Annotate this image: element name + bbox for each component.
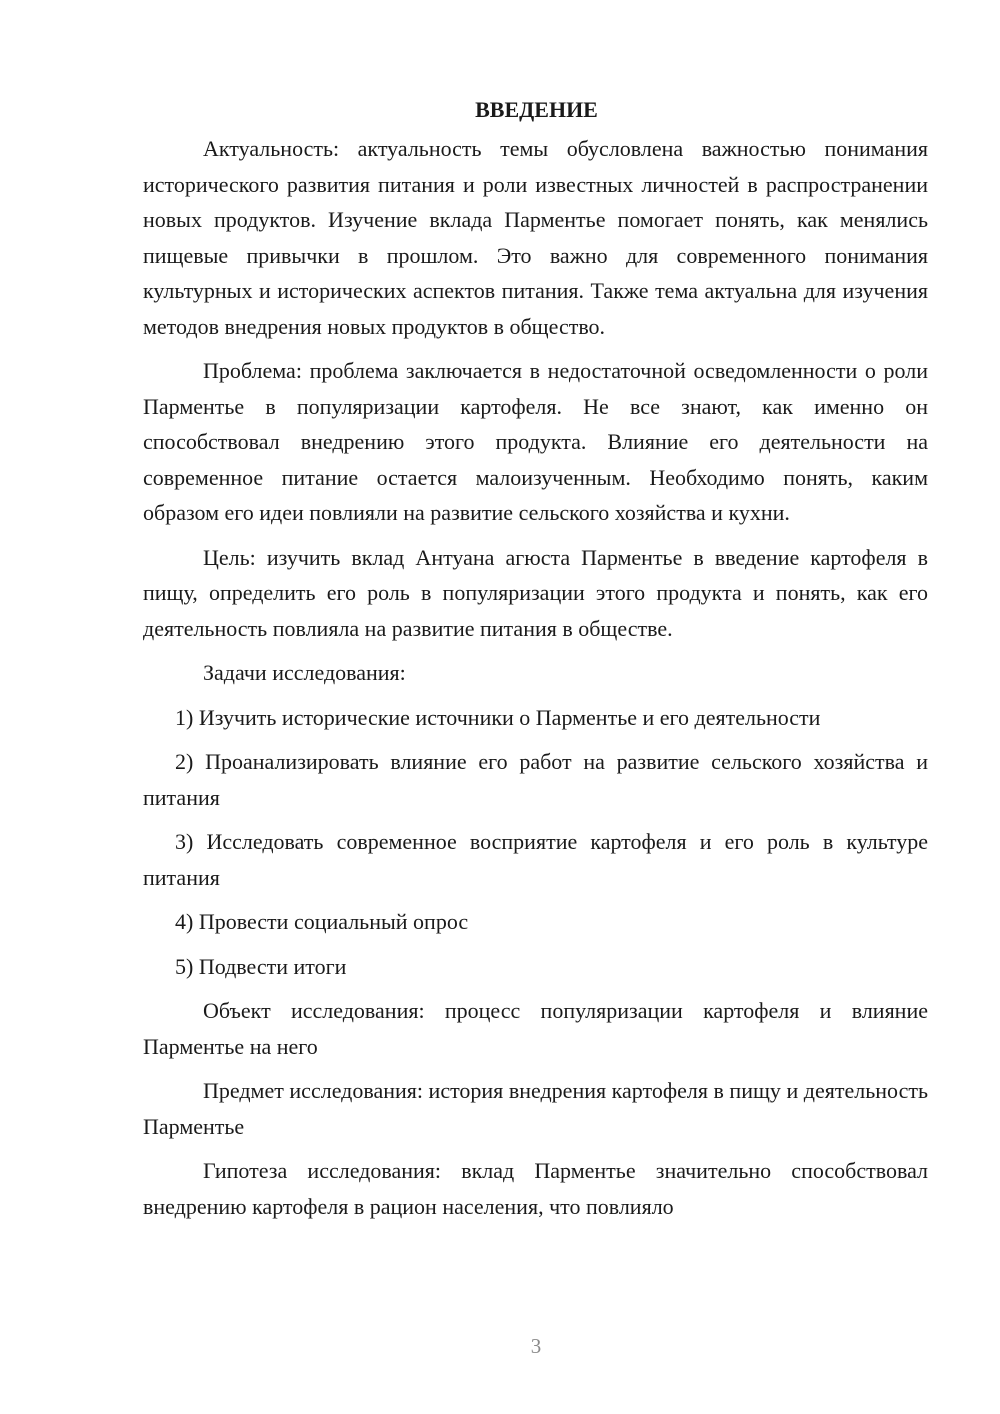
page-title: ВВЕДЕНИЕ	[475, 97, 598, 122]
task-item-3: 3) Исследовать современное восприятие картофеля и его роль в культуре питания	[143, 829, 928, 890]
hypothesis-paragraph: Гипотеза исследования: вклад Парментье значительно способствовал внедрению картофеля в рацион населения, что повлияло	[143, 1158, 928, 1219]
task-item-2: 2) Проанализировать влияние его работ на развитие сельского хозяйства и питания	[143, 749, 928, 810]
task-item-1: 1) Изучить исторические источники о Парментье и его деятельности	[175, 704, 821, 730]
task-item-5: 5) Подвести итоги	[175, 953, 347, 979]
goal-paragraph: Цель: изучить вклад Антуана агюста Парментье в введение картофеля в пищу, определить его роль в популяризации этого продукта и понять, как его деятельность повлияла на развитие питания в обществе.	[143, 544, 928, 641]
tasks-heading: Задачи исследования:	[203, 660, 406, 685]
document-page	[143, 95, 928, 1224]
problem-paragraph: Проблема: проблема заключается в недостаточной осведомленности о роли Парментье в популяризации картофеля. Не все знают, как именно он способствовал внедрению этого продукта. Влияние его деятельности на современное питание остается малоизученным. Необходимо понять, каким образом его идеи повлияли на развитие сельского хозяйства и кухни.	[143, 358, 928, 525]
object-paragraph: Объект исследования: процесс популяризации картофеля и влияние Парментье на него	[143, 998, 928, 1059]
relevance-paragraph: Актуальность: актуальность темы обусловлена важностью понимания исторического развития питания и роли известных личностей в распространении новых продуктов. Изучение вклада Парментье помогает понять, как менялись пищевые привычки в прошлом. Это важно для современного понимания культурных и исторических аспектов питания. Также тема актуальна для изучения методов внедрения новых продуктов в общество.	[143, 136, 928, 339]
page-number: 3	[530, 1334, 542, 1358]
task-item-4: 4) Провести социальный опрос	[175, 909, 469, 934]
subject-paragraph: Предмет исследования: история внедрения картофеля в пищу и деятельность Парментье	[143, 1078, 928, 1139]
